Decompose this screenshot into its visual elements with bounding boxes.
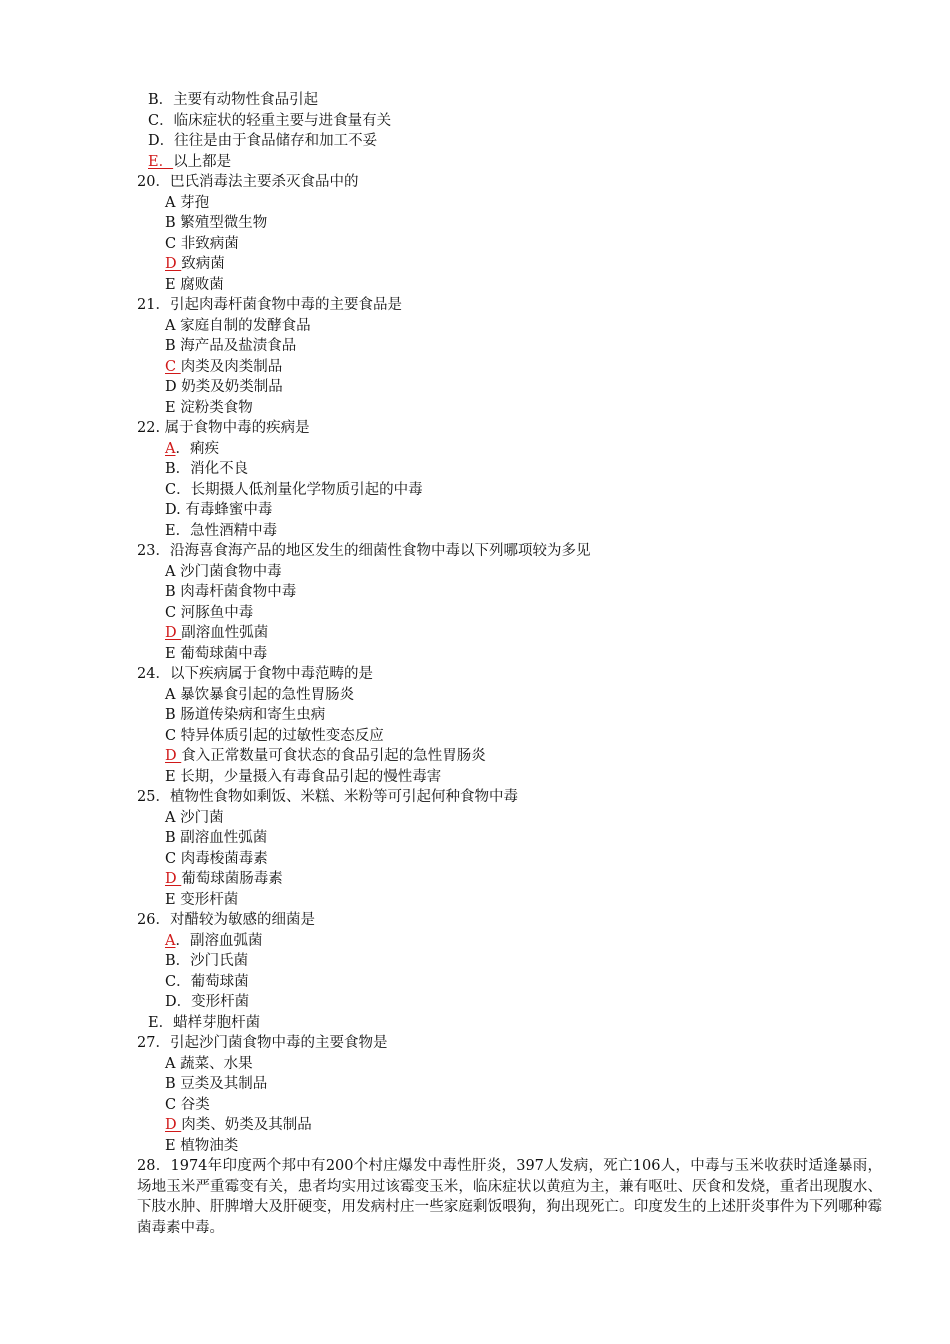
option-line xyxy=(0,849,950,870)
option-text: 蜡样芽胞杆菌 xyxy=(173,1014,261,1031)
option-text: 沙门菌食物中毒 xyxy=(180,563,282,580)
answer-mark: D xyxy=(165,748,182,764)
option-text: 肉类、奶类及其制品 xyxy=(181,1117,312,1133)
option-line xyxy=(0,1115,950,1136)
option-text: 蔬菜、水果 xyxy=(180,1055,253,1072)
question-number: 22. xyxy=(137,420,165,436)
option-line xyxy=(0,951,950,972)
answer-mark: E． xyxy=(148,153,174,170)
answer-mark: D xyxy=(165,1117,182,1133)
option-letter: B． xyxy=(165,953,191,969)
option-text: 副溶血性弧菌 xyxy=(180,830,268,846)
question-text: 引起沙门菌食物中毒的主要食物是 xyxy=(169,1035,388,1051)
option-line xyxy=(0,213,950,234)
option-line xyxy=(0,459,950,480)
option-text: 肉毒梭菌毒素 xyxy=(180,850,268,867)
option-letter: E． xyxy=(165,522,191,539)
option-line xyxy=(0,623,950,644)
option-text: 葡萄球菌中毒 xyxy=(180,645,268,662)
option-line xyxy=(0,1136,950,1157)
option-line xyxy=(0,992,950,1013)
option-line xyxy=(0,316,950,337)
question-text: 引起肉毒杆菌食物中毒的主要食品是 xyxy=(169,297,402,313)
option-line xyxy=(0,972,950,993)
option-text: ．痢疾 xyxy=(175,440,219,457)
option-line xyxy=(0,685,950,706)
option-text: 食入正常数量可食状态的食品引起的急性胃肠炎 xyxy=(181,748,486,764)
option-letter: A xyxy=(165,1055,181,1072)
option-letter: B． xyxy=(148,92,174,108)
question-28 xyxy=(137,1156,882,1238)
question-line xyxy=(0,787,950,808)
option-line xyxy=(0,746,950,767)
question-line xyxy=(0,295,950,316)
option-text: 以上都是 xyxy=(173,153,232,170)
option-line xyxy=(0,1074,950,1095)
option-letter: B xyxy=(165,1076,181,1092)
question-line xyxy=(0,1033,950,1054)
option-letter: A xyxy=(165,563,181,580)
option-letter: E xyxy=(165,768,181,785)
option-line xyxy=(0,1095,950,1116)
option-letter: E xyxy=(165,645,181,662)
answer-mark: C xyxy=(165,358,181,375)
option-letter: D. xyxy=(165,502,186,518)
option-letter: C xyxy=(165,235,181,252)
answer-mark: D xyxy=(165,871,182,887)
option-text: 繁殖型微生物 xyxy=(180,215,268,231)
option-letter: C． xyxy=(165,481,191,498)
option-line xyxy=(0,644,950,665)
option-letter: B． xyxy=(165,461,191,477)
option-text: ．副溶血弧菌 xyxy=(175,932,263,949)
option-letter: C xyxy=(165,850,181,867)
option-text: 长期摄人低剂量化学物质引起的中毒 xyxy=(190,481,423,498)
option-text: 海产品及盐渍食品 xyxy=(180,338,297,354)
option-text: 河豚鱼中毒 xyxy=(180,604,254,621)
option-line xyxy=(0,603,950,624)
option-line xyxy=(0,398,950,419)
question-line xyxy=(0,541,950,562)
question-text: 对醋较为敏感的细菌是 xyxy=(169,912,315,928)
answer-mark: A xyxy=(165,440,176,457)
option-letter: A xyxy=(165,194,181,211)
question-number: 28． xyxy=(137,1158,171,1174)
answer-mark: D xyxy=(165,256,182,272)
option-text: 副溶血性弧菌 xyxy=(181,625,269,641)
question-number: 23． xyxy=(137,543,170,559)
option-text: 非致病菌 xyxy=(180,235,239,252)
option-line xyxy=(0,357,950,378)
option-text: 变形杆菌 xyxy=(191,994,250,1010)
option-line xyxy=(0,193,950,214)
option-line xyxy=(0,480,950,501)
question-text: 属于食物中毒的疾病是 xyxy=(164,420,310,436)
option-letter: D xyxy=(165,379,182,395)
option-letter: B xyxy=(165,707,181,723)
option-text: 肉类及肉类制品 xyxy=(180,358,283,375)
option-text: 植物油类 xyxy=(180,1137,239,1154)
option-letter: E xyxy=(165,1137,181,1154)
option-letter: D． xyxy=(148,133,175,149)
option-text: 临床症状的轻重主要与进食量有关 xyxy=(173,112,392,129)
option-text: 沙门氏菌 xyxy=(190,953,249,969)
option-text: 芽孢 xyxy=(180,194,210,211)
option-text: 肉毒杆菌食物中毒 xyxy=(180,584,297,600)
option-letter: C xyxy=(165,1096,181,1113)
option-letter: B xyxy=(165,338,181,354)
option-text: 变形杆菌 xyxy=(180,891,239,908)
option-text: 沙门菌 xyxy=(180,809,224,826)
option-text: 致病菌 xyxy=(181,256,225,272)
option-line xyxy=(0,131,950,152)
option-line xyxy=(0,582,950,603)
question-list xyxy=(0,90,950,1156)
option-line xyxy=(0,439,950,460)
option-letter: C． xyxy=(165,973,191,990)
option-letter: E xyxy=(165,399,181,416)
option-text: 暴饮暴食引起的急性胃肠炎 xyxy=(180,686,355,703)
option-letter: E xyxy=(165,891,181,908)
document-page xyxy=(0,90,950,1238)
option-line xyxy=(0,1054,950,1075)
option-line xyxy=(0,726,950,747)
option-text: 急性酒精中毒 xyxy=(190,522,278,539)
option-text: 有毒蜂蜜中毒 xyxy=(185,502,273,518)
question-text: 沿海喜食海产品的地区发生的细菌性食物中毒以下列哪项较为多见 xyxy=(169,543,591,559)
option-text: 特异体质引起的过敏性变态反应 xyxy=(180,727,384,744)
option-letter: A xyxy=(165,686,181,703)
option-letter: B xyxy=(165,830,181,846)
question-text: 以下疾病属于食物中毒范畴的是 xyxy=(169,666,373,682)
option-line xyxy=(0,767,950,788)
option-text: 主要有动物性食品引起 xyxy=(173,92,319,108)
option-letter: E xyxy=(165,276,181,293)
option-line xyxy=(0,705,950,726)
option-letter: A xyxy=(165,317,181,334)
option-line xyxy=(0,869,950,890)
option-line xyxy=(0,808,950,829)
question-line xyxy=(0,172,950,193)
question-line xyxy=(0,910,950,931)
option-text: 往往是由于食品储存和加工不妥 xyxy=(174,133,378,149)
question-number: 21． xyxy=(137,297,170,313)
option-line xyxy=(0,152,950,173)
option-text: 长期，少量摄入有毒食品引起的慢性毒害 xyxy=(180,768,442,785)
option-line xyxy=(0,521,950,542)
option-text: 腐败菌 xyxy=(180,276,224,293)
option-text: 谷类 xyxy=(180,1096,210,1113)
option-line xyxy=(0,254,950,275)
question-text: 1974年印度两个邦中有200个村庄爆发中毒性肝炎，397人发病，死亡106人，中毒与玉米收获时适逢暴雨，场地玉米严重霉变有关，患者均实用过该霉变玉米，临床症状以黄疸为主，兼有呕吐、厌食和发烧，重者出现腹水、下肢水肿、肝脾增大及肝硬变，用发病村庄一些家庭剩饭喂狗，狗出现死亡。印度发生的上述肝炎事件为下列哪种霉菌毒素中毒。 xyxy=(137,1158,882,1236)
answer-mark: A xyxy=(165,932,176,949)
option-letter: E． xyxy=(148,1014,174,1031)
option-text: 家庭自制的发酵食品 xyxy=(180,317,311,334)
option-text: 葡萄球菌 xyxy=(190,973,249,990)
option-text: 消化不良 xyxy=(190,461,249,477)
option-line xyxy=(0,500,950,521)
question-number: 24． xyxy=(137,666,170,682)
option-letter: A xyxy=(165,809,181,826)
question-line xyxy=(0,418,950,439)
question-number: 25． xyxy=(137,789,170,805)
option-text: 肠道传染病和寄生虫病 xyxy=(180,707,326,723)
option-line xyxy=(0,828,950,849)
option-text: 豆类及其制品 xyxy=(180,1076,268,1092)
option-line xyxy=(0,234,950,255)
question-text: 植物性食物如剩饭、米糕、米粉等可引起何种食物中毒 xyxy=(169,789,518,805)
option-letter: C xyxy=(165,604,181,621)
option-letter: B xyxy=(165,584,181,600)
option-line xyxy=(0,336,950,357)
option-text: 淀粉类食物 xyxy=(180,399,253,416)
question-text: 巴氏消毒法主要杀灭食品中的 xyxy=(169,174,359,190)
question-line xyxy=(0,664,950,685)
option-text: 奶类及奶类制品 xyxy=(181,379,283,395)
option-line xyxy=(0,377,950,398)
option-letter: D． xyxy=(165,994,192,1010)
option-line xyxy=(0,90,950,111)
option-letter: C xyxy=(165,727,181,744)
question-number: 26． xyxy=(137,912,170,928)
question-number: 20． xyxy=(137,174,170,190)
option-text: 葡萄球菌肠毒素 xyxy=(181,871,283,887)
option-line xyxy=(0,111,950,132)
option-line xyxy=(0,931,950,952)
answer-mark: D xyxy=(165,625,182,641)
option-line xyxy=(0,562,950,583)
option-letter: C． xyxy=(148,112,174,129)
option-line xyxy=(0,890,950,911)
option-line xyxy=(0,1013,950,1034)
question-number: 27． xyxy=(137,1035,170,1051)
option-line xyxy=(0,275,950,296)
option-letter: B xyxy=(165,215,181,231)
